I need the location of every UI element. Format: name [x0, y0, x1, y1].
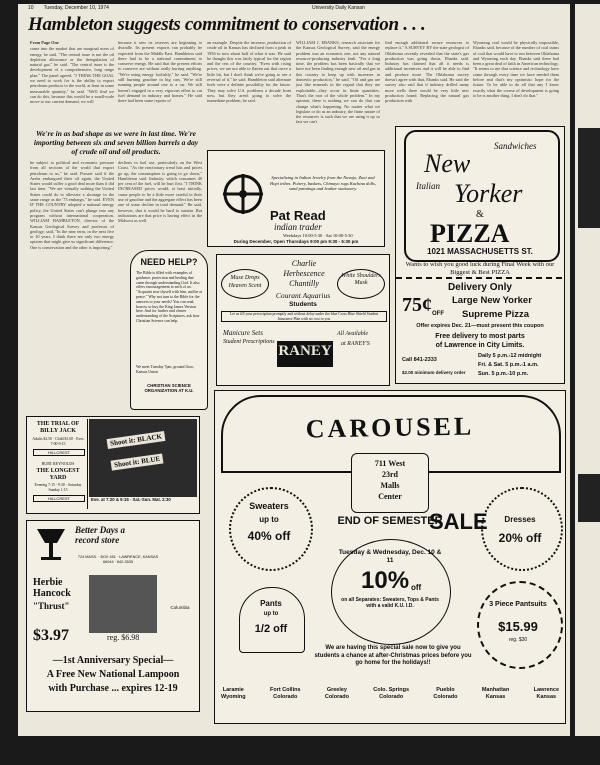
carousel-ad [214, 390, 566, 724]
pizza-delivery-only: Delivery Only [448, 282, 512, 293]
goblet-icon [31, 525, 71, 565]
pizza-ad [395, 126, 565, 384]
continued-note: From Page One [30, 40, 59, 45]
record-store-address: 724 MASS. · BOX 451 · LAWRENCE, KANSAS 66044 · 842-3535 [77, 555, 159, 564]
headline: Hambleton suggests commitment to conservation . . . [28, 14, 426, 35]
store-city: Colo. Springs [373, 687, 410, 693]
special-sale-note: We are having this special sale now to give you students a chance at after-Christmas prices before you go home for the holidays!! [314, 645, 472, 666]
columbia-label: Columbia [170, 605, 190, 610]
store-state: Colorado [379, 694, 404, 700]
article-text-2: because it sees its reserves are beginning to dwindle. Its present exports can probably be expected from the Middle East. Hambleton said there had to be a national commitment to conserve energy. He said that the present efforts to conserve are without really hurting anything. "We're using energy foolishly," he said. "We're still burning gasoline in big cars. We're still running people around one to a car. We still haven't engaged in a very vigorous effort to cut fuel demand in industry and homes." He said there had been some reports of [118, 40, 202, 104]
pants-upto: up to [263, 611, 279, 617]
album-regular-price: reg. $6.98 [107, 633, 140, 642]
next-page-black-block [578, 128, 600, 228]
article-col-2b [118, 160, 202, 245]
tue-wed-dates: Tuesday & Wednesday, Dec. 10 & 11 [338, 549, 442, 564]
billy-jack-title: THE TRIAL OF BILLY JACK [36, 421, 80, 434]
page-number: 10 [28, 5, 34, 11]
store-locations [221, 687, 559, 701]
coupon-border [396, 277, 562, 279]
longest-yard-title: THE LONGEST YARD [36, 468, 80, 481]
artist-name: Herbie Hancock [33, 577, 71, 599]
pantsuits-label: 3 Piece Pantsuits [489, 601, 547, 608]
pants-bell [239, 587, 305, 653]
raney-label-courant: Courant Aquarius [275, 291, 331, 300]
pat-read-address: Weekdays 10:00-5:30 · Sat 10:00-5:30 [283, 233, 353, 238]
raney-manicure: Manicure Sets [223, 329, 263, 337]
need-help-title: NEED HELP? [140, 257, 198, 267]
newspaper-page [18, 4, 570, 736]
pizza-new: New [424, 149, 471, 178]
page-date: Tuesday, December 10, 1974 [43, 5, 109, 11]
need-help-body: The Bible is filled with examples of guidance, protection and healing that came through understanding God. It also offers encouragement to each of us: "Acquaint now thyself with him, and be at peace." Why not turn to the Bible for the answers to your needs? You can read, borrow or buy the King James Version here. And for further and clearer understanding of the Scriptures, ask how Christian Science can help. [136, 271, 202, 323]
pizza-hours-sunday: Sun. 5 p.m.-10 p.m. [478, 371, 529, 377]
sweaters-upto: up to [259, 515, 279, 524]
burt-reynolds: BURT REYNOLDS [41, 461, 75, 466]
carousel-address-1: 711 West [374, 459, 406, 468]
pizza-and: & [476, 209, 484, 220]
record-store-ad [26, 520, 200, 712]
store-location-4 [433, 687, 457, 701]
pat-read-hours: During December, Open Thursdays 9:00 pm 9:30 - 5:30 pm [233, 239, 359, 244]
store-city: Laramie [222, 687, 244, 693]
pat-read-sub: indian trader [274, 222, 322, 232]
pizza-greeting: Wants to wish you good luck during Final Week with our Biggest & Best PIZZA [405, 261, 555, 276]
dresses-discount: 20% off [498, 531, 542, 545]
pizza-hours-weekend: Fri. & Sat. 5 p.m.-1 a.m. [478, 362, 539, 368]
article-text-5: find enough additional secure resources to replace it." A SURVEY BY the state geologist of Oklahoma recently revealed that the state's gas production was going down, Ebanks said. Industry has claimed that all it needs is additional incentives and it will be able to find and produce more. The Oklahoma survey doesn't agree with that, Ebanks said. He said the survey also said that if industry drilled many more wells there would be very little new production found. Replacing the natural gas production with [385, 40, 469, 104]
store-city: Manhattan [481, 687, 510, 693]
store-location-3 [373, 687, 409, 701]
record-store-name: Better Days a record store [75, 525, 125, 545]
christian-science-org: CHRISTIAN SCIENCE ORGANIZATION AT K.U. [144, 383, 194, 394]
sweaters-label: Sweaters [249, 501, 289, 511]
shoot-times: Eve. at 7:20 & 9:15 · Sat.-Sun. Mat. 2:30 [91, 497, 171, 502]
article-text-1b: be subject to political and economic pressure from all sections of the world that export petroleum to us," he said. Prosser said if the Arabs embargoed their oil again, the United States would suffer a good deal more than it did last time. "We are virtually nothing the United States could do to alleviate a shortage in the same range as the '73 embargo," he said. EVEN IF THE COUNTRY adopted a national energy policy, the United States can't plunge into any program without international cooperation. WILLIAM HAMBLETON, director of the Kansas Geological Survey and professor of geology, said, "In the near term, in the next five to 10 years, I think there are only two energy options that might give us significant difference. One is conservation and the other is importing." [30, 160, 114, 250]
article-text-3: an example. Despite the increase, production of crude oil in Kansas has declined from a peak in 1956 to now about half of what it was. He said he thought this was fairly typical for the region and the rest of the country. "Even with rising prices, we are not able to flatten out that curve a little bit, but I don't think we're going to see a reversal of it," he said. Hambleton said alternate fuels were a definite possibility for the future. They may solve U.S. problems a decade from now, but they aren't going to solve the immediate problem, he said. [207, 40, 291, 104]
raney-at: at RANEY'S [341, 341, 370, 347]
store-city: Fort Collins [269, 687, 301, 693]
store-location-5 [482, 687, 510, 701]
pants-discount: 1/2 off [254, 623, 288, 635]
pizza-sandwiches: Sandwiches [494, 141, 537, 151]
indian-trader-logo-icon [218, 169, 268, 219]
separates-note: on all Separates: Sweaters, Tops & Pants with a valid K.U. I.D. [341, 597, 439, 609]
pantsuits-regular-price: reg. $30 [508, 637, 528, 643]
store-city: Greeley [326, 687, 347, 693]
pizza-address: 1021 MASSACHUSETTS ST. [427, 247, 533, 256]
hillcrest-label-2: HILLCREST [33, 495, 85, 502]
pizza-off: OFF [432, 311, 444, 317]
raney-note: Let us fill your prescription promptly and without delay under the blue Cross Blue Shield Student Insurance Plan with no cost to you [221, 311, 387, 322]
raney-label-musedrops: Muse Drops Heaven Scent [221, 269, 269, 299]
billy-jack-times: Adults $2.50 · Child $1.00 · Eves 7:00-9:15 [32, 437, 84, 446]
pizza-yorker: Yorker [454, 179, 523, 208]
dresses-label: Dresses [504, 515, 536, 524]
article-col-1b [30, 160, 114, 250]
need-help-meeting: We meet Tuesday 7pm, ground floor, Kansas Union [136, 365, 194, 374]
pizza-minimum: $2.00 minimum delivery order [402, 370, 466, 375]
store-location-0 [221, 687, 246, 701]
pat-read-ad [207, 150, 385, 247]
pizza-phone: Call 841-2333 [402, 357, 437, 363]
store-city: Lawrence [533, 687, 559, 693]
album-price: $3.97 [33, 627, 69, 644]
raney-label-whiteshoulders: White Shoulders Musk [337, 269, 385, 299]
pat-read-description: Specializing in Indian Jewelry from the Navajo, Zuni and Hopi tribes. Pottery, baskets, Chimayo rugs Kachina dolls, sand paintings and leather stationery. [269, 175, 377, 191]
longest-yard-times: Evening 7:15 - 9:30 · Saturday Sunday 1:15 [34, 483, 82, 492]
raney-prescriptions: Student Prescriptions [223, 339, 275, 345]
store-location-1 [270, 687, 301, 701]
store-state: Kansas [536, 694, 557, 700]
article-text-2b: declines in fuel use, particularly on the West Coast. "As the reactionary trend hits and prices go up, the consumption is going to go down," Hambleton said. Industry, which consumes 40 per cent of the fuel, will be hurt first. "I THINK INCREASED prices would, at least initially, cause people to be a little more careful in their use of gasoline and the aggregate effect has been one of some decline in total demand." He said, however, that it would be hard to sustain. But indications are that price is having effect in the Midwest as well. [118, 160, 202, 224]
raney-ad [216, 254, 390, 386]
movie-ads [26, 416, 200, 514]
pizza-price: 75¢ [402, 294, 432, 316]
next-page-edge [575, 4, 600, 736]
raney-students: Students [289, 301, 317, 308]
album-cover-image [89, 575, 157, 633]
raney-label-charlie: Charlie Herbescence Chantilly [283, 259, 325, 288]
store-state: Wyoming [221, 694, 246, 700]
need-help-ad [130, 250, 208, 410]
album-title: "Thrust" [33, 601, 70, 611]
store-state: Colorado [324, 694, 349, 700]
movie-billy-jack [29, 419, 88, 509]
paper-name: University Daily Kansan [312, 5, 365, 11]
anniversary-special: —1st Anniversary Special— [52, 655, 174, 666]
article-col-1 [30, 40, 114, 128]
pizza-supreme: Supreme Pizza [462, 309, 530, 320]
ten-off: off [411, 583, 422, 592]
sweaters-discount: 40% off [247, 529, 291, 543]
hillcrest-label-1: HILLCREST [33, 449, 85, 456]
pizza-limits: of Lawrence in City Limits. [435, 342, 525, 349]
store-state: Colorado [433, 694, 458, 700]
pull-quote: We're in as bad shape as we were in last time. We're importing between six and seven billion barrels a day of crude oil and oil products. [33, 129, 199, 156]
carousel-name: CAROUSEL [305, 411, 475, 444]
store-location-6 [534, 687, 559, 701]
shoot-blue: Shoot it: BLUE [111, 453, 164, 470]
sale-label: SALE [429, 509, 488, 534]
raney-available: All Available [337, 331, 369, 337]
store-state: Kansas [485, 694, 506, 700]
dresses-wreath [481, 487, 563, 571]
pizza-large: Large New Yorker [452, 295, 532, 306]
pizza-word: PIZZA [430, 219, 510, 248]
carousel-address-2: 23rd [382, 470, 398, 479]
article-col-3 [207, 40, 291, 146]
purchase-expires: with Purchase ... expires 12-19 [48, 683, 178, 694]
article-text-4: WILLIAM J. EBANKS, research associate for the Kansas Geological Survey, said the energy problem was an economic one, not any natural resource-producing industry fault. "For a long time, the problem has been basically that we have not been finding enough new oil and gas in this country to keep up with increases in domestic production," he said. "Oil and gas are just like minerals in the regard that they are exploitable—they occur in finite quantities. That's the root of the whole problem." In my opinion, there is nothing we can do that can change what's happening. No matter what we legislate or do as an industry, the finite nature of the resources is such that we are using it up so fast we can't [296, 40, 380, 125]
free-lampoon: A Free New National Lampoon [46, 669, 180, 680]
shoot-black: Shoot it: BLACK [107, 431, 166, 449]
store-location-2 [325, 687, 349, 701]
pat-read-name: Pat Read [270, 208, 326, 223]
pizza-hours-daily: Daily 5 p.m.-12 midnight [478, 353, 542, 359]
store-state: Colorado [273, 694, 298, 700]
carousel-address [351, 453, 429, 513]
carousel-address-4: Center [378, 492, 402, 501]
article-col-4 [296, 40, 380, 146]
raney-logo: RANEY [277, 341, 333, 367]
end-of-semester: END OF SEMESTER [337, 515, 443, 527]
pizza-expires: Offer expires Dec. 21—must present this coupon [416, 323, 544, 329]
article-text-6: Wyoming coal would be physically impossible, Ebanks said, because of the number of coal trains of coal that would have to run between Oklahoma and Wyoming each day. Ebanks said there had been a great deal of faith in American technology. "It seems to me that science and technology have come through every time we have needed them before and that's my optimistic hope for the future. To be able to do all that any I know exactly what the course of development is going to be is another thing. I don't do that." [473, 40, 559, 98]
raney-drug-stores: DRUG STORES [290, 363, 320, 368]
pantsuits-price: $15.99 [498, 619, 538, 634]
article-text-1: come into the market that are marginal users of energy, he said. "The central issue is not the oil depletion allowance or the deregulation of natural gas," he said. "The central issue is the development of a comprehensive, long range plan." The panel agreed. "I THINK THE GOAL we need to work for is the ability to export petroleum products to the world, at least in some measurable quantity," he said. "We'll find we can do this, because this would be a small-scale move to our current demand, we will [30, 46, 114, 105]
ten-percent: 10% [361, 567, 410, 594]
pizza-free-delivery: Free delivery to most parts [435, 333, 525, 340]
store-city: Pueblo [436, 687, 455, 693]
page-folio [28, 5, 558, 11]
article-col-2 [118, 40, 202, 128]
carousel-address-3: Malls [380, 481, 400, 490]
pizza-italian: Italian [416, 181, 440, 191]
next-page-black-block-2 [578, 474, 600, 522]
pants-label: Pants [260, 599, 282, 608]
